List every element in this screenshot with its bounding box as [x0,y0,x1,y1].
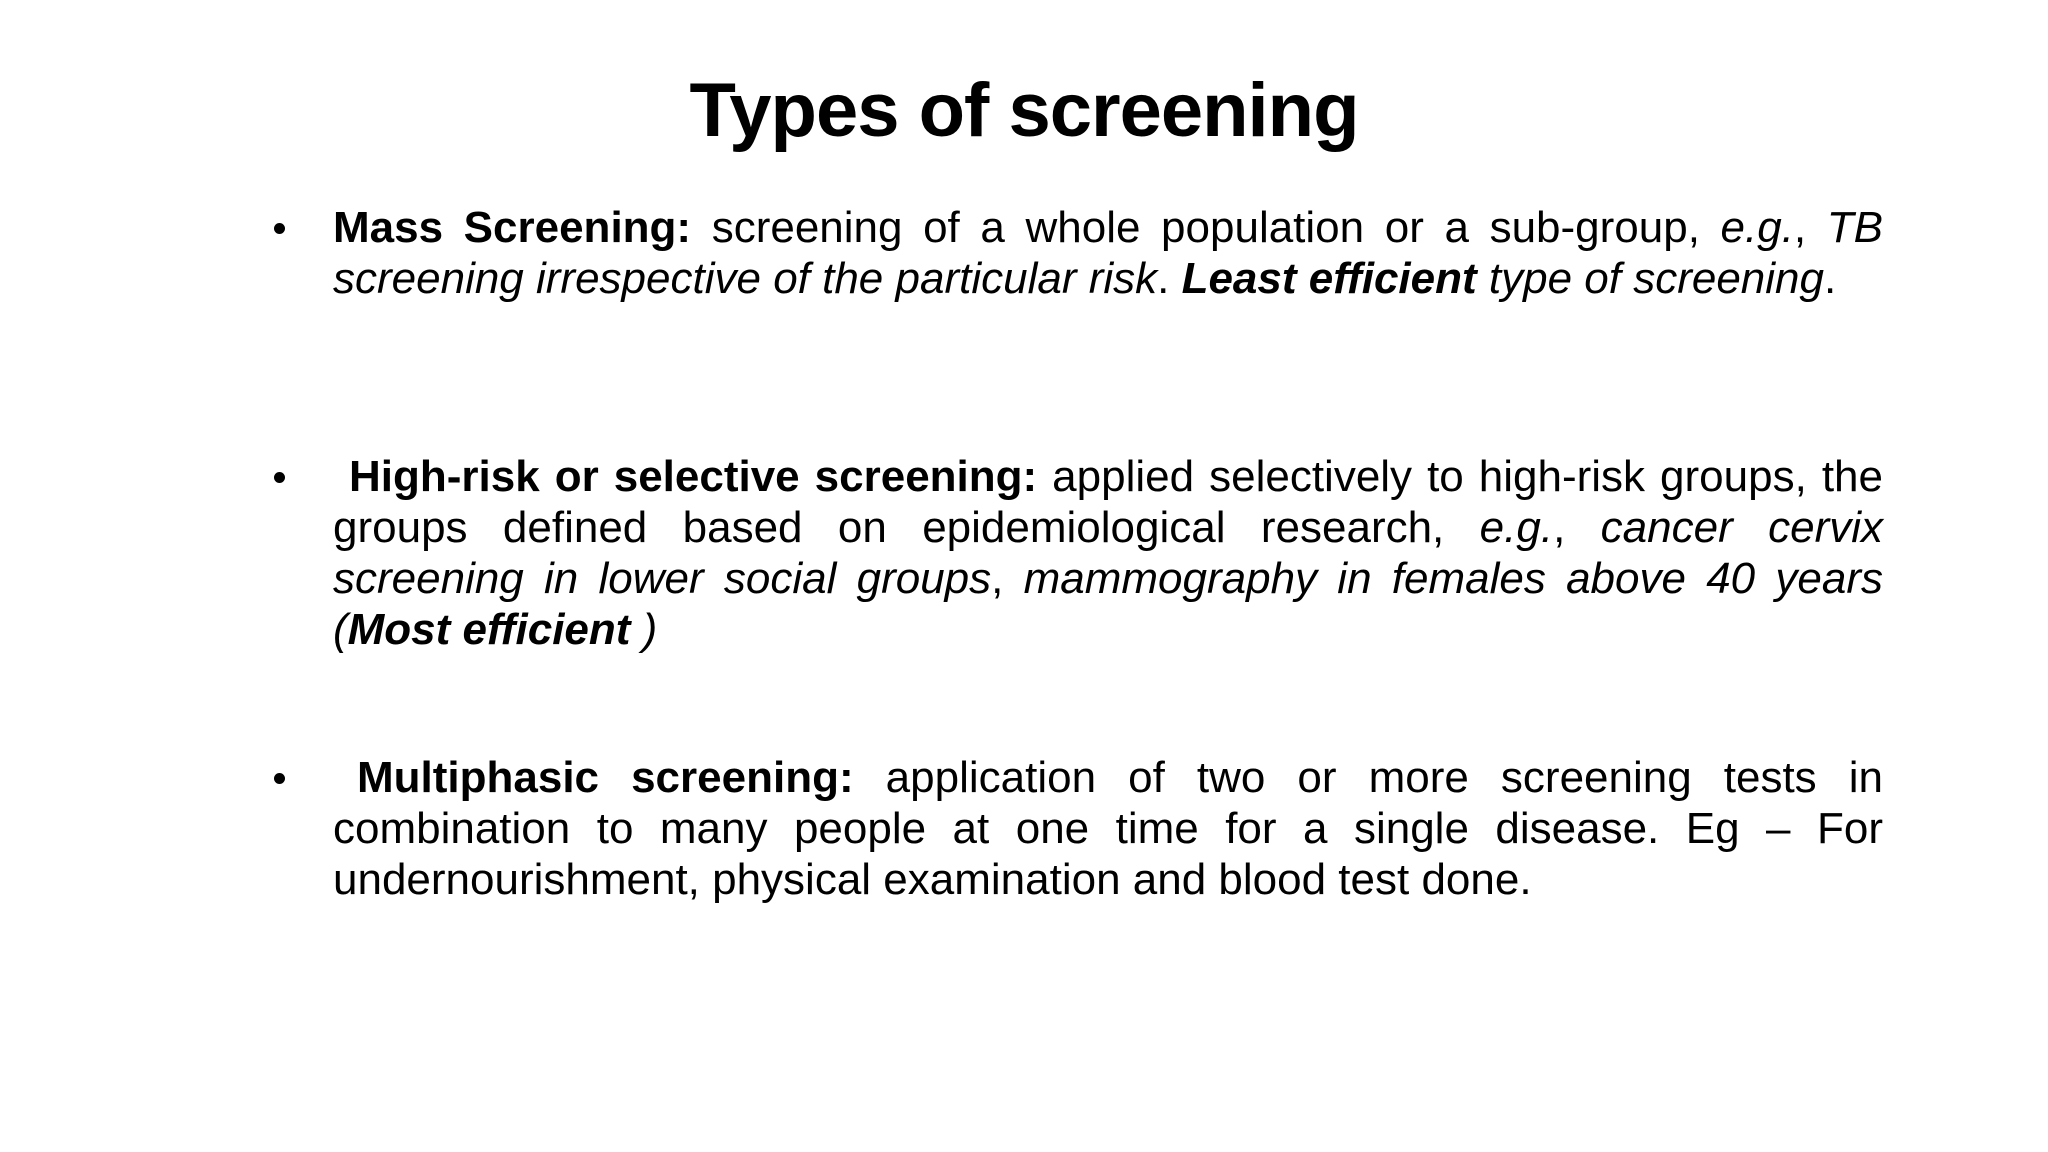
bullet-end: . [1823,254,1837,303]
bullet-tail: ) [630,605,658,654]
bullet-sep: , [1553,503,1601,552]
bullet-text: applied selectively to high-risk groups, the groups defined based on epidemiological research, [333,452,1883,552]
bullet-high-risk-screening [333,451,1883,655]
bullet-example: cancer cervix screening in lower social groups [333,503,1884,603]
bullet-mass-screening [333,202,1883,304]
bullet-term: High-risk or selective screening: [349,452,1038,501]
bullet-term: Multiphasic screening: [357,753,854,802]
bullet-dot-icon [274,773,285,784]
bullet-eg: e.g. [1479,503,1554,552]
bullet-sep: , [1793,203,1827,252]
bullet-multiphasic-screening [333,752,1883,905]
bullet-eg: e.g. [1720,203,1794,252]
bullet-emphasis: Least efficient [1181,254,1477,303]
bullet-example: TB screening irrespective of the particular risk [333,203,1883,303]
bullet-example: mammography in females above 40 years ( [333,554,1883,654]
bullet-sep: . [1157,254,1182,303]
bullet-text: screening of a whole population or a sub-group, [691,203,1721,252]
bullet-sep: , [991,554,1024,603]
slide-title: Types of screening [689,68,1359,153]
bullet-text: application of two or more screening tests in combination to many people at one time for a single disease. Eg – For undernourishment, physical examination and blood test done. [333,753,1883,904]
bullet-tail: type of screening [1476,254,1824,303]
bullet-term: Mass Screening: [333,203,692,252]
bullet-emphasis: Most efficient [347,605,631,654]
bullet-dot-icon [274,223,285,234]
bullet-dot-icon [274,472,285,483]
